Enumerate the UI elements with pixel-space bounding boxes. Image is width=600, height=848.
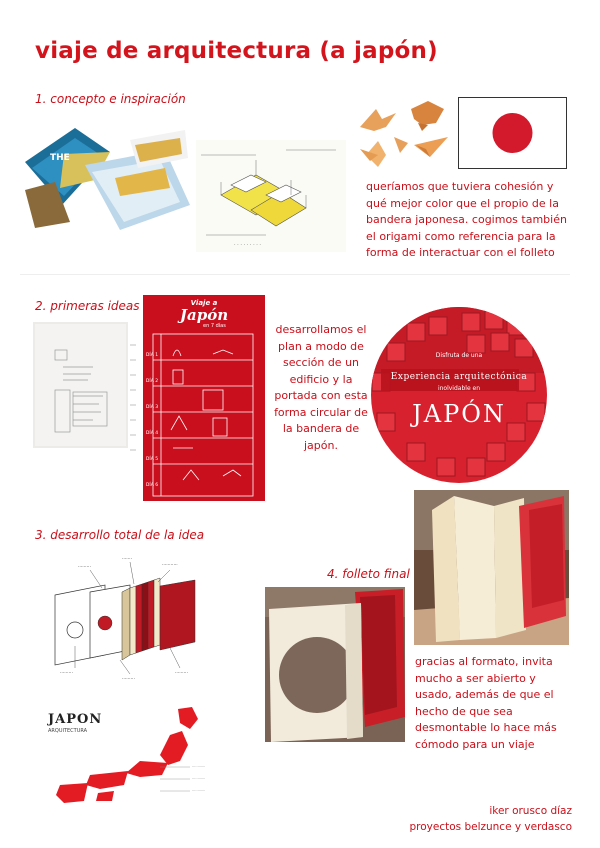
day-label: DÍA 5	[145, 457, 159, 462]
svg-text:THE: THE	[50, 153, 70, 163]
exploded-diagram	[30, 550, 250, 685]
day-label: DÍA 6	[145, 483, 159, 488]
day-label: DÍA 1	[145, 353, 159, 358]
svg-text:·········: ·········	[175, 671, 188, 676]
brochure-cover-line3: en 7 días	[203, 323, 226, 329]
svg-text:·········: ·········	[78, 565, 91, 570]
author-name: iker orusco díaz	[489, 805, 572, 817]
axonometric-drawing	[196, 140, 346, 252]
svg-text:············: ············	[192, 777, 206, 781]
day-labels	[144, 343, 160, 493]
final-brochure-photo-open	[414, 490, 569, 645]
sketch-photo	[33, 322, 128, 448]
circular-poster	[367, 303, 551, 487]
svg-text:·········: ·········	[122, 677, 135, 682]
brochure-cover-line1: Viaje a	[190, 299, 218, 307]
svg-text:·········: ·········	[60, 671, 73, 676]
svg-text:·······: ·······	[122, 557, 133, 562]
final-description: gracias al formato, invita mucho a ser abierto y usado, además de que el hecho de que sea desmontable lo hace más cómodo para un viaje	[415, 655, 557, 751]
origami-figures	[356, 97, 454, 172]
poster-line2: Experiencia arquitectónica	[390, 372, 528, 382]
final-brochure-photo	[265, 587, 405, 742]
page-title: viaje de arquitectura (a japón)	[35, 38, 438, 64]
map-subtitle: ARQUITECTURA	[48, 728, 88, 734]
section-heading-concept: 1. concepto e inspiración	[35, 92, 186, 106]
brochure-photo	[20, 110, 190, 245]
map-title: JAPON	[48, 712, 103, 727]
brochure-cover-line2: Japón	[179, 306, 229, 324]
poster-title: JAPÓN	[412, 400, 506, 428]
svg-text:············: ············	[192, 789, 206, 793]
concept-description: queríamos que tuviera cohesión y qué mejor color que el propio de la bandera japonesa. cogimos también el origami como referencia para la forma de interactuar con el folleto	[366, 180, 567, 259]
svg-text:············: ············	[192, 765, 206, 769]
day-label: DÍA 2	[145, 379, 159, 384]
divider	[20, 274, 570, 275]
brochure-layout	[143, 295, 265, 501]
day-label: DÍA 3	[145, 405, 159, 410]
japan-flag	[458, 97, 567, 169]
japan-map-graphic	[30, 705, 250, 805]
section-heading-first-ideas: 2. primeras ideas	[35, 299, 140, 313]
svg-text:···········: ···········	[162, 563, 178, 568]
first-ideas-description: desarrollamos el plan a modo de sección de un edificio y la portada con esta forma circular de la bandera de japón.	[274, 323, 368, 452]
ruler-marks	[130, 340, 138, 460]
course-name: proyectos belzunce y verdasco	[409, 821, 572, 833]
svg-text:· · · · · · · · ·: · · · · · · · · ·	[234, 242, 262, 248]
day-label: DÍA 4	[145, 431, 159, 436]
section-heading-final: 4. folleto final	[327, 567, 410, 581]
credits	[380, 803, 572, 835]
poster-line1: Disfruta de una	[435, 352, 483, 359]
poster-line3: inolvidable en	[437, 385, 481, 392]
section-heading-development: 3. desarrollo total de la idea	[35, 528, 205, 542]
